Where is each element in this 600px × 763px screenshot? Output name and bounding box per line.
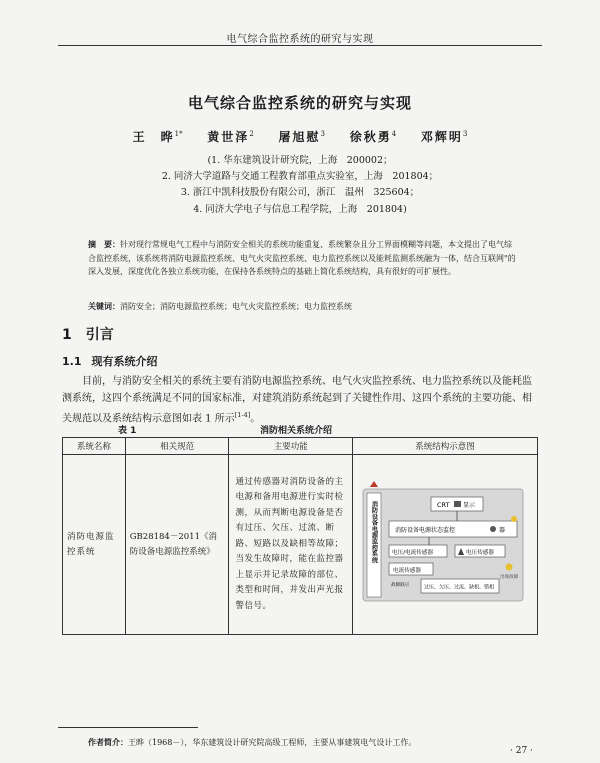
section-heading-1: 1 引言 <box>62 327 114 343</box>
diagram-side-label: 消防设备电源监控系统 <box>370 500 378 563</box>
affiliation-4: 4. 同济大学电子与信息工程学院，上海 201804) <box>193 204 407 215</box>
monitor-label: 消防设备电源状态监控 <box>395 526 456 534</box>
alarm-light-icon <box>511 516 517 522</box>
author-2: 黄世泽$^2$ <box>207 130 254 144</box>
table-header-cell: 系统结构示意图 <box>353 438 538 455</box>
page-number: · 27 · <box>510 746 533 756</box>
abstract-label: 摘 要： <box>88 240 120 249</box>
citation[interactable]: [1-4] <box>234 411 251 419</box>
table-header-cell: 系统名称 <box>63 438 126 455</box>
function-cell: 通过传感器对消防设备的主电源和备用电源进行实时检测，从而判断电源设备是否有过压、欠压、过流、断路、短路以及缺相等故障；当发生故障时，能在监控器上显示并记录故障的部位、类型和时间，并发出声光报警信号。 <box>229 455 353 635</box>
table-row <box>63 455 538 635</box>
abstract-text: 针对现行常规电气工程中与消防安全相关的系统功能重复、系统繁杂且分工界面模糊等问题，本文提出了电气综合监控系统，该系统将消防电源监控系统、电气火灾监控系统、电力监控系统以及能耗监测系统融为一体，结合互联网"的深入发展，深度优化各独立系统功能，在保持各系统特点的基础上简化系统结构，具有很好的可扩展性。 <box>88 240 516 276</box>
display-label: 显示 <box>463 501 476 509</box>
table-header-cell: 相关规范 <box>125 438 229 455</box>
author-5: 邓辉明$^3$ <box>420 130 468 144</box>
affiliation-3: 3. 浙江中凯科技股份有限公司，浙江 温州 325604； <box>180 187 420 198</box>
table-caption: 消防相关系统介绍 <box>260 426 333 436</box>
flame-icon <box>370 481 378 487</box>
footnote-rule <box>58 727 198 728</box>
monitor-icon <box>454 501 461 507</box>
device-icon <box>490 526 496 532</box>
header-rule <box>58 45 542 46</box>
abstract <box>88 238 516 279</box>
footnote-label: 作者简介： <box>88 738 128 747</box>
alarm-light-icon <box>506 563 513 570</box>
system-structure-diagram <box>359 479 531 611</box>
section-heading-1-1: 1.1 现有系统介绍 <box>62 355 158 368</box>
diagram-cell <box>353 455 538 635</box>
author-list <box>0 128 600 145</box>
fault-types-label: 过压、欠压、过流、缺相、错相 <box>424 584 495 590</box>
keywords-text: 消防安全；消防电源监控系统；电气火灾监控系统；电力监控系统 <box>120 302 352 311</box>
table-header-cell: 主要功能 <box>229 438 353 455</box>
running-head: 电气综合监控系统的研究与实现 <box>226 34 374 45</box>
systems-table <box>62 437 538 635</box>
paper-title: 电气综合监控系统的研究与实现 <box>187 94 412 112</box>
author-3: 屠旭慰$^3$ <box>278 130 325 144</box>
system-name-cell: 消防电源监控系统 <box>63 455 126 635</box>
table-number: 表 1 <box>118 426 137 436</box>
author-4: 徐秋勇$^4$ <box>349 130 397 144</box>
sensor-c-label: 电流传感器 <box>393 567 421 574</box>
intro-paragraph: 目前，与消防安全相关的系统主要有消防电源监控系统、电气火灾监控系统、电力监控系统以及能耗监测系统，这四个系统满足不同的国家标准，对建筑消防系统起到了关键性作用、这四个系统的主要功能、相关规范以及系统结构示意图如表 1 所示[1-4]。 <box>62 376 532 425</box>
alarm-label: 出现故障 <box>500 574 519 580</box>
keywords-label: 关键词： <box>88 302 120 311</box>
standard-cell: GB28184－2011《消防设备电源监控系统》 <box>125 455 229 635</box>
sensor-v-label: 电压传感器 <box>466 549 494 556</box>
affiliation-2: 2. 同济大学道路与交通工程教育部重点实验室，上海 201804； <box>161 171 439 182</box>
table-header-row <box>63 438 538 455</box>
sensor-vc-label: 电压/电流传感器 <box>392 549 434 556</box>
author-1: 王 晔$^{1*}$ <box>132 130 183 144</box>
footnote-text: 王晔（1968－），华东建筑设计研究院高级工程师，主要从事建筑电气设计工作。 <box>128 738 417 747</box>
crt-label: CRT <box>437 500 450 509</box>
device-label: 器 <box>499 526 506 534</box>
keywords <box>88 301 516 312</box>
footnote <box>88 737 416 748</box>
affiliation-1: (1. 华东建筑设计研究院，上海 200002； <box>207 155 393 166</box>
fault-notice-label: 故障联示 <box>391 582 410 588</box>
